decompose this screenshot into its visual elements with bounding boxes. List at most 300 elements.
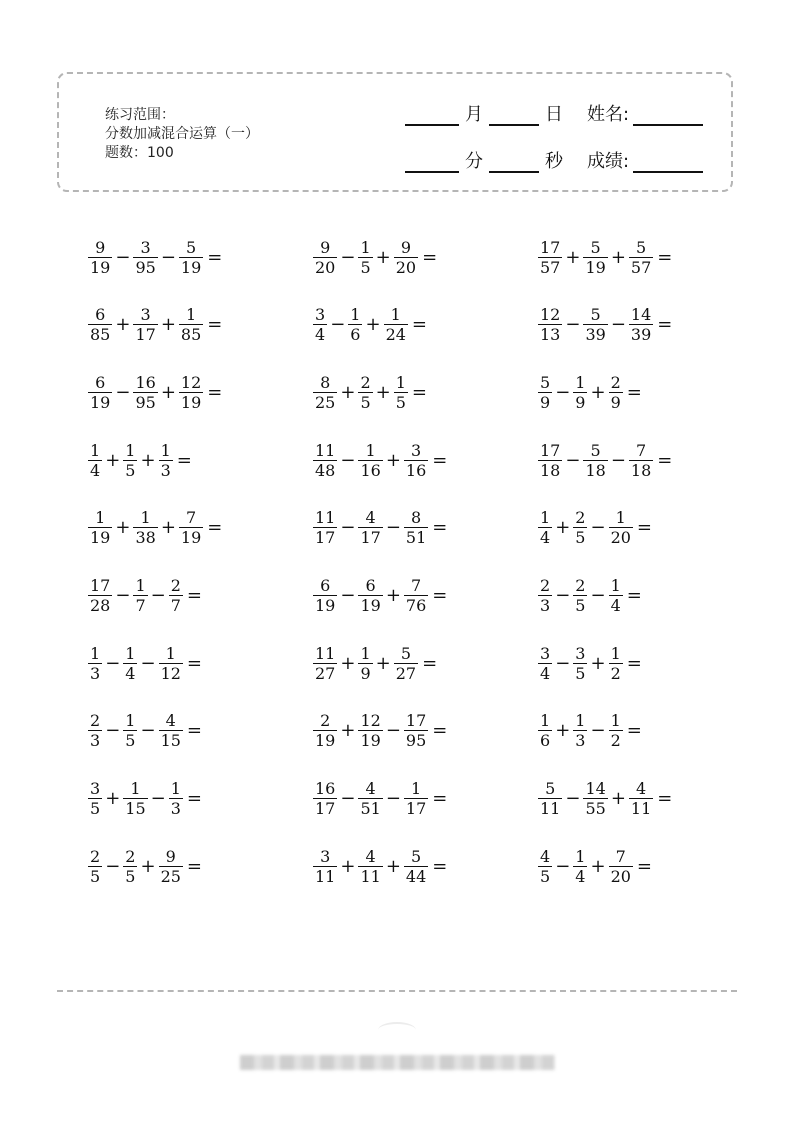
fraction	[404, 576, 428, 615]
fraction	[538, 576, 552, 615]
denominator: 51	[360, 799, 381, 818]
operator: −	[340, 246, 356, 268]
denominator: 9	[540, 392, 551, 412]
fraction	[573, 576, 587, 615]
fraction	[358, 576, 382, 615]
numerator: 1	[575, 372, 586, 392]
problem-item	[88, 503, 313, 553]
denominator: 17	[360, 528, 381, 548]
equals-sign: =	[626, 652, 642, 674]
equals-sign: =	[626, 720, 642, 742]
equals-sign: =	[207, 314, 223, 336]
denominator: 7	[170, 595, 181, 615]
numerator: 1	[410, 779, 422, 798]
numerator: 7	[615, 846, 626, 866]
numerator: 1	[610, 711, 621, 731]
worksheet-header	[57, 72, 733, 192]
denominator: 3	[540, 595, 551, 615]
operator: +	[375, 246, 391, 268]
fraction	[629, 238, 653, 277]
denominator: 20	[315, 257, 336, 277]
fraction	[313, 238, 337, 277]
range-label: 练习范围：	[105, 107, 175, 123]
operator: +	[160, 517, 176, 539]
month-blank[interactable]	[405, 104, 459, 126]
numerator: 1	[360, 237, 371, 257]
fraction	[313, 847, 337, 886]
fraction	[133, 576, 147, 615]
fraction	[179, 305, 203, 344]
fraction	[88, 576, 112, 615]
denominator: 4	[575, 866, 586, 886]
operator: +	[610, 788, 626, 809]
numerator: 2	[125, 846, 136, 866]
numerator: 1	[365, 440, 376, 460]
date-name-row	[405, 98, 703, 126]
operator: +	[340, 720, 356, 742]
denominator: 25	[315, 392, 336, 412]
denominator: 4	[540, 663, 551, 683]
numerator: 2	[170, 575, 181, 595]
problem-item	[313, 367, 538, 417]
fraction	[538, 441, 562, 480]
numerator: 2	[320, 711, 331, 731]
problem-item	[313, 435, 538, 485]
denominator: 39	[585, 325, 606, 345]
denominator: 38	[135, 528, 156, 548]
denominator: 39	[630, 325, 652, 345]
numerator: 4	[165, 711, 176, 731]
operator: −	[340, 449, 356, 471]
numerator: 1	[615, 508, 626, 528]
fraction	[384, 305, 408, 344]
numerator: 14	[630, 305, 652, 325]
denominator: 25	[160, 866, 181, 886]
denominator: 18	[540, 460, 561, 480]
fraction	[404, 847, 428, 886]
fraction	[538, 779, 562, 818]
fraction	[313, 373, 337, 412]
equals-sign: =	[422, 246, 438, 268]
denominator: 11	[360, 866, 381, 886]
operator: −	[140, 720, 156, 742]
operator: +	[105, 788, 121, 809]
fraction	[358, 373, 372, 412]
equals-sign: =	[411, 314, 428, 336]
operator: +	[160, 314, 176, 336]
fraction	[88, 779, 102, 818]
numerator: 3	[315, 305, 326, 325]
fraction	[88, 441, 102, 480]
numerator: 1	[610, 643, 621, 663]
denominator: 17	[315, 528, 336, 548]
numerator: 9	[165, 846, 176, 866]
numerator: 3	[140, 305, 151, 325]
fraction	[159, 644, 183, 683]
fraction	[133, 238, 157, 277]
minute-blank[interactable]	[405, 151, 459, 173]
problem-item	[313, 232, 538, 282]
fraction	[358, 508, 382, 547]
denominator: 18	[630, 460, 652, 480]
operator: +	[590, 381, 606, 403]
denominator: 5	[360, 257, 371, 277]
denominator: 44	[405, 866, 427, 886]
numerator: 6	[95, 305, 106, 325]
problem-item	[538, 774, 738, 824]
numerator: 2	[575, 575, 586, 595]
problem-item	[538, 232, 738, 282]
numerator: 4	[365, 508, 376, 528]
time-score-row	[405, 145, 703, 173]
numerator: 4	[365, 779, 376, 798]
denominator: 19	[585, 257, 606, 277]
fraction	[583, 441, 607, 480]
operator: +	[375, 652, 391, 674]
denominator: 11	[315, 866, 336, 886]
numerator: 1	[185, 305, 197, 325]
problem-item	[538, 503, 738, 553]
numerator: 1	[390, 305, 401, 325]
numerator: 1	[90, 643, 101, 663]
numerator: 7	[185, 508, 197, 528]
topic-title: 分数加减混合运算（一）	[105, 126, 259, 142]
operator: −	[150, 788, 166, 809]
problem-item	[538, 435, 738, 485]
fraction	[133, 373, 157, 412]
denominator: 6	[540, 731, 551, 751]
fraction	[404, 711, 428, 750]
operator: +	[385, 449, 401, 471]
fraction	[609, 508, 633, 547]
numerator: 1	[130, 779, 141, 798]
numerator: 4	[635, 779, 647, 798]
fraction	[583, 238, 607, 277]
numerator: 5	[410, 846, 422, 866]
fraction	[159, 847, 183, 886]
operator: −	[105, 855, 121, 877]
operator: +	[340, 855, 356, 877]
fraction	[88, 238, 112, 277]
operator: +	[105, 449, 121, 471]
denominator: 17	[135, 325, 156, 345]
numerator: 17	[90, 575, 111, 595]
denominator: 28	[90, 595, 111, 615]
equals-sign: =	[432, 788, 448, 809]
fraction	[123, 711, 137, 750]
operator: −	[555, 855, 571, 877]
denominator: 24	[385, 325, 406, 345]
fraction	[313, 508, 337, 547]
score-blank[interactable]	[633, 151, 703, 173]
equals-sign: =	[432, 449, 448, 471]
numerator: 1	[540, 508, 551, 528]
fraction	[609, 847, 633, 886]
operator: −	[385, 517, 401, 539]
fraction	[358, 847, 382, 886]
fraction	[573, 847, 587, 886]
numerator: 17	[540, 237, 561, 257]
denominator: 16	[360, 460, 381, 480]
numerator: 1	[95, 508, 106, 528]
numerator: 1	[575, 846, 586, 866]
fraction	[313, 305, 327, 344]
equals-sign: =	[186, 788, 203, 809]
equals-sign: =	[626, 381, 642, 403]
denominator: 11	[540, 799, 561, 818]
operator: −	[565, 449, 581, 471]
denominator: 3	[160, 460, 171, 480]
numerator: 1	[170, 779, 181, 798]
fraction	[169, 779, 183, 818]
operator: −	[105, 720, 121, 742]
fraction	[404, 441, 428, 480]
operator: −	[385, 720, 401, 742]
student-fields	[405, 98, 703, 192]
numerator: 5	[590, 237, 601, 257]
operator: −	[565, 314, 581, 336]
denominator: 9	[360, 663, 371, 683]
problem-item	[88, 367, 313, 417]
equals-sign: =	[411, 381, 428, 403]
problem-item	[538, 841, 738, 891]
equals-sign: =	[432, 720, 448, 742]
denominator: 7	[135, 595, 146, 615]
denominator: 20	[610, 528, 631, 548]
name-blank[interactable]	[633, 104, 703, 126]
day-label: 日	[545, 104, 563, 125]
second-label: 秒	[545, 151, 563, 172]
denominator: 5	[90, 799, 101, 818]
equals-sign: =	[636, 517, 653, 539]
numerator: 7	[635, 440, 647, 460]
fraction	[313, 576, 337, 615]
operator: −	[610, 449, 626, 471]
denominator: 20	[395, 257, 417, 277]
operator: +	[115, 314, 131, 336]
numerator: 1	[135, 575, 146, 595]
fraction	[88, 711, 102, 750]
footer-logo-arc	[378, 1022, 416, 1038]
numerator: 9	[320, 237, 331, 257]
fraction	[609, 373, 623, 412]
numerator: 1	[360, 643, 371, 663]
fraction	[358, 441, 382, 480]
denominator: 48	[315, 460, 336, 480]
fraction	[133, 305, 157, 344]
problem-grid	[88, 232, 738, 909]
equals-sign: =	[186, 584, 203, 606]
equals-sign: =	[657, 449, 673, 471]
minute-label: 分	[465, 151, 483, 172]
operator: +	[140, 449, 156, 471]
operator: −	[555, 652, 571, 674]
numerator: 4	[365, 846, 376, 866]
problem-item	[313, 300, 538, 350]
numerator: 5	[590, 440, 601, 460]
denominator: 2	[610, 663, 621, 683]
numerator: 3	[320, 846, 331, 866]
numerator: 2	[90, 711, 101, 731]
denominator: 9	[610, 392, 621, 412]
numerator: 6	[365, 575, 376, 595]
denominator: 5	[360, 392, 371, 412]
equals-sign: =	[626, 584, 642, 606]
numerator: 1	[540, 711, 551, 731]
equals-sign: =	[422, 652, 438, 674]
operator: −	[610, 314, 626, 336]
fraction	[159, 711, 183, 750]
equals-sign: =	[186, 652, 203, 674]
numerator: 3	[540, 643, 551, 663]
numerator: 2	[90, 846, 101, 866]
numerator: 6	[320, 575, 331, 595]
fraction	[538, 644, 552, 683]
problem-item	[88, 300, 313, 350]
footer-blurred-watermark	[240, 1055, 555, 1070]
numerator: 1	[90, 440, 101, 460]
operator: −	[590, 720, 606, 742]
equals-sign: =	[432, 584, 448, 606]
fraction	[394, 644, 418, 683]
operator: +	[385, 855, 401, 877]
denominator: 55	[585, 799, 606, 818]
denominator: 57	[540, 257, 561, 277]
fraction	[169, 576, 183, 615]
denominator: 5	[90, 866, 101, 886]
numerator: 17	[405, 711, 427, 731]
numerator: 3	[90, 779, 101, 798]
problem-item	[88, 232, 313, 282]
numerator: 1	[125, 711, 136, 731]
numerator: 16	[315, 779, 336, 798]
denominator: 4	[90, 460, 101, 480]
denominator: 19	[90, 392, 111, 412]
equals-sign: =	[207, 517, 223, 539]
numerator: 12	[180, 372, 202, 392]
fraction	[88, 508, 112, 547]
denominator: 4	[125, 663, 136, 683]
denominator: 9	[575, 392, 586, 412]
second-blank[interactable]	[489, 151, 539, 173]
problem-item	[88, 706, 313, 756]
denominator: 19	[360, 595, 381, 615]
denominator: 19	[180, 392, 202, 412]
operator: +	[140, 855, 156, 877]
denominator: 95	[135, 392, 156, 412]
numerator: 8	[320, 372, 331, 392]
numerator: 2	[610, 372, 621, 392]
fraction	[123, 644, 137, 683]
denominator: 5	[540, 866, 551, 886]
footer-divider	[57, 990, 737, 992]
denominator: 19	[360, 731, 381, 751]
numerator: 7	[410, 575, 422, 595]
numerator: 1	[395, 372, 406, 392]
problem-item	[538, 570, 738, 620]
fraction	[538, 305, 562, 344]
denominator: 3	[170, 799, 181, 818]
operator: −	[150, 584, 166, 606]
problem-item	[538, 367, 738, 417]
numerator: 2	[575, 508, 586, 528]
numerator: 1	[160, 440, 171, 460]
operator: +	[610, 246, 626, 268]
fraction	[609, 576, 623, 615]
denominator: 85	[180, 325, 202, 345]
denominator: 19	[315, 595, 336, 615]
fraction	[538, 711, 552, 750]
denominator: 2	[610, 731, 621, 751]
operator: −	[115, 584, 131, 606]
equals-sign: =	[432, 855, 448, 877]
operator: +	[555, 720, 571, 742]
operator: −	[115, 246, 131, 268]
problem-item	[88, 841, 313, 891]
denominator: 76	[405, 595, 427, 615]
numerator: 16	[135, 372, 156, 392]
numerator: 11	[315, 440, 336, 460]
fraction	[313, 779, 337, 818]
operator: +	[385, 584, 401, 606]
fraction	[583, 779, 607, 818]
equals-sign: =	[657, 246, 673, 268]
fraction	[123, 779, 147, 818]
operator: +	[340, 381, 356, 403]
denominator: 5	[575, 528, 586, 548]
fraction	[179, 508, 203, 547]
equals-sign: =	[207, 246, 223, 268]
fraction	[358, 711, 382, 750]
fraction	[123, 847, 137, 886]
worksheet-info	[105, 106, 259, 163]
numerator: 9	[95, 237, 106, 257]
fraction	[313, 711, 337, 750]
operator: −	[555, 584, 571, 606]
numerator: 3	[140, 237, 151, 257]
operator: −	[340, 788, 356, 809]
problem-item	[538, 638, 738, 688]
denominator: 16	[405, 460, 427, 480]
fraction	[394, 373, 408, 412]
denominator: 19	[180, 528, 202, 548]
numerator: 4	[540, 846, 551, 866]
score-label: 成绩:	[587, 151, 630, 172]
fraction	[629, 305, 653, 344]
denominator: 5	[575, 663, 586, 683]
fraction	[394, 238, 418, 277]
fraction	[538, 847, 552, 886]
denominator: 3	[575, 731, 586, 751]
question-count: 题数：100	[105, 145, 174, 161]
equals-sign: =	[636, 855, 653, 877]
fraction	[629, 441, 653, 480]
fraction	[573, 711, 587, 750]
denominator: 51	[405, 528, 427, 548]
denominator: 19	[90, 257, 111, 277]
fraction	[313, 644, 337, 683]
denominator: 12	[160, 663, 181, 683]
denominator: 3	[90, 663, 101, 683]
day-blank[interactable]	[489, 104, 539, 126]
operator: +	[590, 855, 606, 877]
equals-sign: =	[207, 381, 223, 403]
denominator: 5	[125, 731, 136, 751]
numerator: 12	[540, 305, 561, 325]
denominator: 20	[610, 866, 631, 886]
fraction	[573, 508, 587, 547]
problem-item	[313, 774, 538, 824]
